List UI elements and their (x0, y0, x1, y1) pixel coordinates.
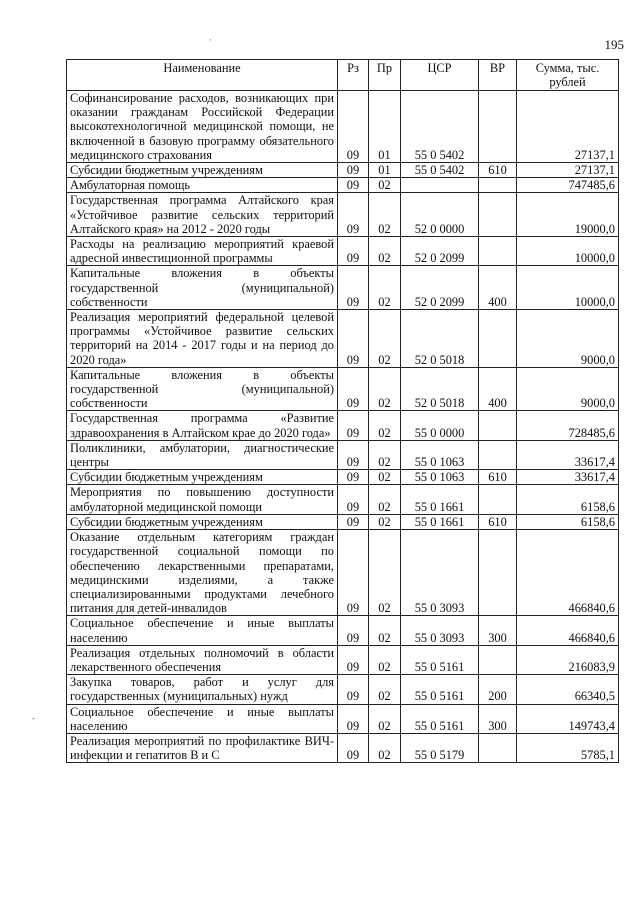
cell-rz: 09 (338, 193, 369, 237)
cell-pr: 02 (369, 310, 401, 368)
cell-sum: 27137,1 (517, 91, 619, 163)
table-row (67, 704, 619, 733)
cell-rz: 09 (338, 163, 369, 178)
cell-pr: 02 (369, 266, 401, 310)
cell-sum: 466840,6 (517, 616, 619, 645)
cell-sum: 66340,5 (517, 675, 619, 704)
cell-name: Капитальные вложения в объекты государственной (муниципальной) собственности (67, 266, 338, 310)
table-row (67, 193, 619, 237)
cell-pr: 01 (369, 91, 401, 163)
table-row (67, 411, 619, 440)
page-number: 195 (604, 37, 624, 52)
table-row (67, 470, 619, 485)
cell-name: Субсидии бюджетным учреждениям (67, 514, 338, 529)
cell-pr: 02 (369, 514, 401, 529)
cell-vr (479, 193, 517, 237)
cell-pr: 02 (369, 704, 401, 733)
table-row (67, 163, 619, 178)
cell-sum: 216083,9 (517, 645, 619, 674)
header-csr: ЦСР (401, 60, 479, 91)
cell-name: Закупка товаров, работ и услуг для государственных (муниципальных) нужд (67, 675, 338, 704)
cell-name: Государственная программа «Развитие здравоохранения в Алтайском крае до 2020 года» (67, 411, 338, 440)
table-row (67, 266, 619, 310)
cell-name: Расходы на реализацию мероприятий краевой адресной инвестиционной программы (67, 237, 338, 266)
cell-csr: 55 0 1063 (401, 470, 479, 485)
cell-vr (479, 411, 517, 440)
budget-table (66, 59, 619, 763)
header-name: Наименование (67, 60, 338, 91)
cell-csr: 55 0 1063 (401, 440, 479, 469)
cell-name: Оказание отдельным категориям граждан государственной социальной помощи по обеспечению лекарственными препаратами, медицинскими изделиями, а также специализированными продуктами лечебного питания для детей-инвалидов (67, 530, 338, 616)
cell-pr: 02 (369, 733, 401, 762)
cell-vr (479, 178, 517, 193)
cell-vr: 610 (479, 514, 517, 529)
cell-csr (401, 178, 479, 193)
table-row (67, 616, 619, 645)
cell-vr (479, 91, 517, 163)
cell-vr (479, 310, 517, 368)
cell-sum: 9000,0 (517, 367, 619, 411)
cell-rz: 09 (338, 310, 369, 368)
header-vr: ВР (479, 60, 517, 91)
cell-sum: 5785,1 (517, 733, 619, 762)
cell-rz: 09 (338, 645, 369, 674)
cell-pr: 02 (369, 193, 401, 237)
cell-csr: 55 0 1661 (401, 514, 479, 529)
cell-vr (479, 645, 517, 674)
cell-name: Реализация мероприятий по профилактике ВИЧ-инфекции и гепатитов В и С (67, 733, 338, 762)
cell-csr: 55 0 1661 (401, 485, 479, 514)
cell-name: Государственная программа Алтайского края «Устойчивое развитие сельских территорий Алтайского края» на 2012 - 2020 годы (67, 193, 338, 237)
cell-vr (479, 485, 517, 514)
cell-rz: 09 (338, 733, 369, 762)
cell-pr: 01 (369, 163, 401, 178)
cell-rz: 09 (338, 411, 369, 440)
cell-csr: 52 0 5018 (401, 367, 479, 411)
cell-vr (479, 733, 517, 762)
table-row (67, 675, 619, 704)
cell-pr: 02 (369, 237, 401, 266)
cell-vr: 200 (479, 675, 517, 704)
cell-vr: 300 (479, 704, 517, 733)
header-rz: Рз (338, 60, 369, 91)
cell-sum: 728485,6 (517, 411, 619, 440)
cell-rz: 09 (338, 91, 369, 163)
cell-sum: 33617,4 (517, 440, 619, 469)
table-row (67, 485, 619, 514)
cell-pr: 02 (369, 411, 401, 440)
cell-name: Амбулаторная помощь (67, 178, 338, 193)
cell-vr: 610 (479, 470, 517, 485)
cell-csr: 52 0 2099 (401, 266, 479, 310)
cell-csr: 55 0 5402 (401, 91, 479, 163)
cell-vr: 300 (479, 616, 517, 645)
cell-sum: 27137,1 (517, 163, 619, 178)
table-row (67, 645, 619, 674)
cell-name: Мероприятия по повышению доступности амбулаторной медицинской помощи (67, 485, 338, 514)
table-header-row (67, 60, 619, 91)
cell-name: Субсидии бюджетным учреждениям (67, 470, 338, 485)
cell-name: Поликлиники, амбулатории, диагностические центры (67, 440, 338, 469)
table-row (67, 530, 619, 616)
cell-csr: 55 0 0000 (401, 411, 479, 440)
table-row (67, 367, 619, 411)
header-pr: Пр (369, 60, 401, 91)
cell-csr: 55 0 5402 (401, 163, 479, 178)
cell-csr: 55 0 5161 (401, 675, 479, 704)
cell-vr: 610 (479, 163, 517, 178)
cell-rz: 09 (338, 530, 369, 616)
cell-sum: 9000,0 (517, 310, 619, 368)
cell-csr: 52 0 5018 (401, 310, 479, 368)
cell-sum: 19000,0 (517, 193, 619, 237)
cell-rz: 09 (338, 266, 369, 310)
cell-csr: 55 0 5179 (401, 733, 479, 762)
cell-sum: 10000,0 (517, 266, 619, 310)
cell-sum: 466840,6 (517, 530, 619, 616)
cell-rz: 09 (338, 440, 369, 469)
table-row (67, 733, 619, 762)
cell-sum: 149743,4 (517, 704, 619, 733)
cell-sum: 747485,6 (517, 178, 619, 193)
cell-csr: 55 0 5161 (401, 645, 479, 674)
cell-csr: 55 0 3093 (401, 616, 479, 645)
table-row (67, 178, 619, 193)
cell-pr: 02 (369, 530, 401, 616)
table-row (67, 440, 619, 469)
cell-name: Социальное обеспечение и иные выплаты населению (67, 616, 338, 645)
table-row (67, 310, 619, 368)
scan-dash: - (32, 713, 35, 723)
cell-pr: 02 (369, 645, 401, 674)
cell-name: Софинансирование расходов, возникающих при оказании гражданам Российской Федерации высокотехнологичной медицинской помощи, не включенной в базовую программу обязательного медицинского страхования (67, 91, 338, 163)
cell-vr (479, 530, 517, 616)
header-sum: Сумма, тыс. рублей (517, 60, 619, 91)
cell-csr: 52 0 0000 (401, 193, 479, 237)
cell-pr: 02 (369, 440, 401, 469)
cell-rz: 09 (338, 704, 369, 733)
cell-name: Субсидии бюджетным учреждениям (67, 163, 338, 178)
cell-name: Социальное обеспечение и иные выплаты населению (67, 704, 338, 733)
cell-csr: 55 0 3093 (401, 530, 479, 616)
table-row (67, 514, 619, 529)
cell-vr (479, 237, 517, 266)
cell-pr: 02 (369, 675, 401, 704)
cell-rz: 09 (338, 470, 369, 485)
cell-pr: 02 (369, 485, 401, 514)
cell-rz: 09 (338, 675, 369, 704)
cell-pr: 02 (369, 178, 401, 193)
cell-vr: 400 (479, 266, 517, 310)
cell-pr: 02 (369, 367, 401, 411)
cell-rz: 09 (338, 616, 369, 645)
cell-csr: 52 0 2099 (401, 237, 479, 266)
cell-rz: 09 (338, 367, 369, 411)
cell-name: Капитальные вложения в объекты государственной (муниципальной) собственности (67, 367, 338, 411)
cell-vr: 400 (479, 367, 517, 411)
scan-dot: · (209, 35, 212, 45)
cell-rz: 09 (338, 514, 369, 529)
cell-rz: 09 (338, 485, 369, 514)
cell-name: Реализация отдельных полномочий в области лекарственного обеспечения (67, 645, 338, 674)
cell-name: Реализация мероприятий федеральной целевой программы «Устойчивое развитие сельских территорий на 2014 - 2017 годы и на период до 2020 года» (67, 310, 338, 368)
cell-rz: 09 (338, 237, 369, 266)
cell-sum: 6158,6 (517, 514, 619, 529)
cell-vr (479, 440, 517, 469)
cell-csr: 55 0 5161 (401, 704, 479, 733)
table-row (67, 91, 619, 163)
cell-pr: 02 (369, 616, 401, 645)
cell-sum: 10000,0 (517, 237, 619, 266)
cell-sum: 6158,6 (517, 485, 619, 514)
cell-pr: 02 (369, 470, 401, 485)
table-row (67, 237, 619, 266)
cell-sum: 33617,4 (517, 470, 619, 485)
cell-rz: 09 (338, 178, 369, 193)
